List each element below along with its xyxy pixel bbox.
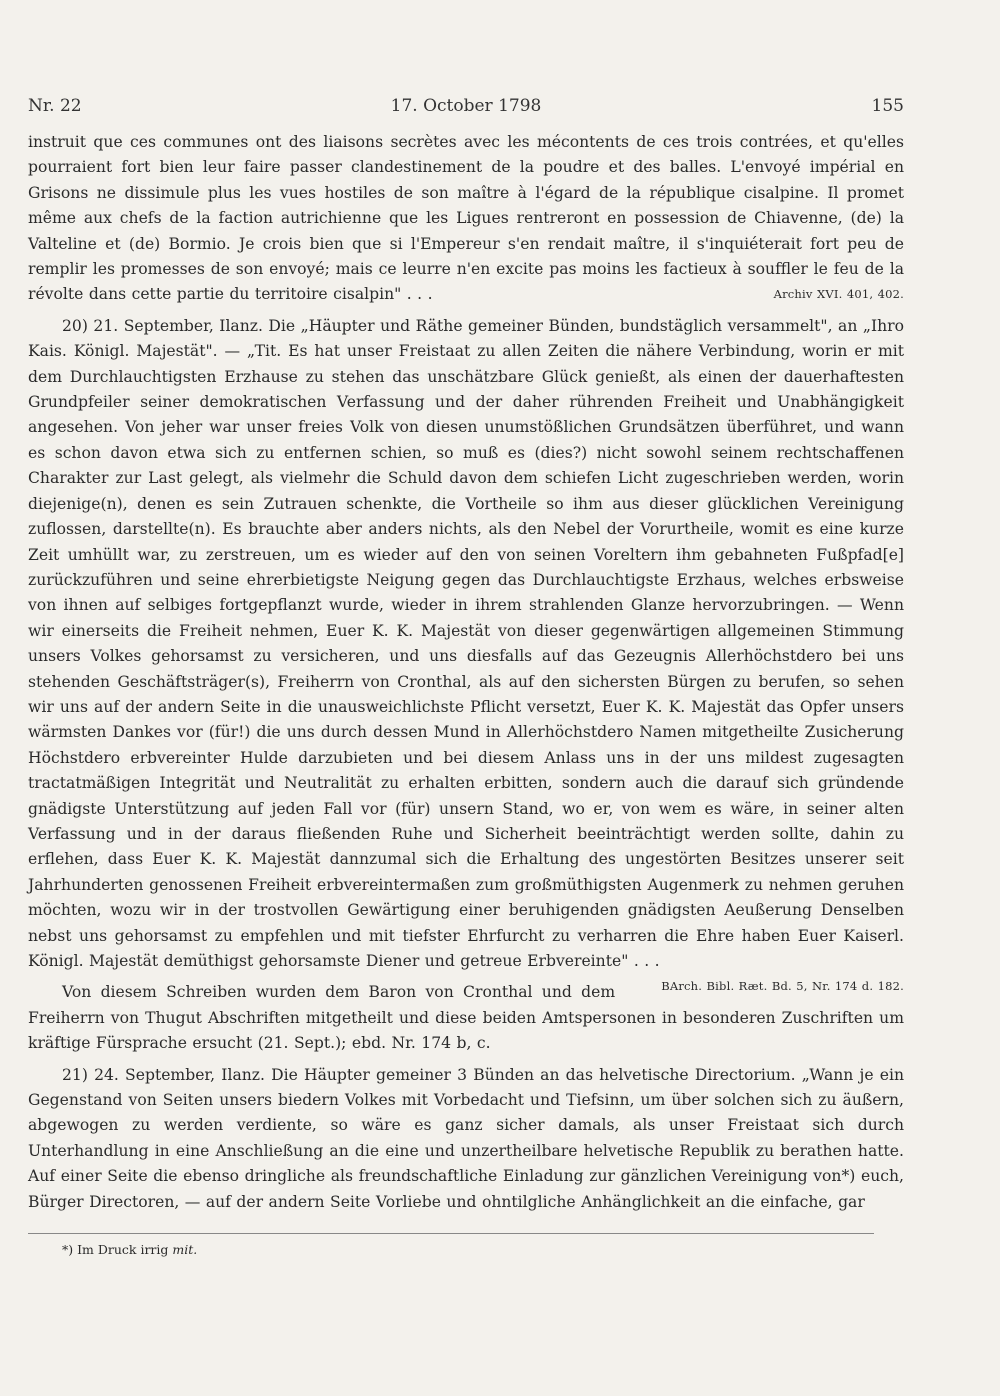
footnote-text: *) Im Druck irrig (62, 1242, 169, 1258)
header-date: 17. October 1798 (390, 96, 542, 116)
paragraph-text: 20) 21. September, Ilanz. Die „Häupter und Räthe gemeiner Bünden, bundstäglich versammelt", an „Ihro Kais. Königl. Majestät". — „Tit. Es hat unser Freistaat zu allen Zeiten die nähere Verbindung, worin er mit dem Durchlauchtigsten Erzhause zu stehen das unschätzbare Glück genießt, als einen der dauerhaftesten Grundpfeiler seiner demokratischen Verfassung und der daher rührenden Freiheit und Unabhängigkeit angesehen. Von jeher war unser freies Volk von diesen unumstößlichen Grundsätzen überführet, und wann es schon davon etwa sich zu entfernen schien, so muß es (dies?) nicht sowohl seinem rechtschaffenen Charakter zur Last gelegt, als vielmehr die Schuld davon dem schiefen Licht zugeschrieben werden, worin diejenige(n), denen es sein Zutrauen schenkte, die Vortheile so ihm aus dieser glücklichen Vereinigung zuflossen, darstellte(n). Es brauchte aber anders nichts, als den Nebel der Vorurtheile, womit es eine kurze Zeit umhüllt war, zu zerstreuen, um es wieder auf den von seinen Voreltern ihm gebahneten Fußpfad[e] zurückzuführen und seine ehrerbietigste Neigung gegen das Durchlauchtigste Erzhaus, welches erbsweise von ihnen auf selbiges fortgepflanzt wurde, wieder in ihrem strahlenden Glanze hervorzubringen. — Wenn wir einerseits die Freiheit nehmen, Euer K. K. Majestät von dieser gegenwärtigen allgemeinen Stimmung unsers Volkes gehorsamst zu versicheren, und uns diesfalls auf das Gezeugnis Allerhöchstdero bei uns stehenden Geschäftsträger(s), Freiherrn von Cronthal, als auf den sichersten Bürgen zu berufen, so sehen wir uns auf der andern Seite in die unausweichlichste Pflicht versetzt, Euer K. K. Majestät das Opfer unsers wärmsten Dankes vor (für!) die uns durch dessen Mund in Allerhöchstdero Namen mitgetheilte Zusicherung Höchstdero erbvereinter Hulde darzubieten und bei diesem Anlass uns in der uns mildest zugesagten tractatmäßigen Integrität und Neutralität zu erhalten erbitten, sondern auch die darauf sich gründende gnädigste Unterstützung auf jeden Fall vor (für) unsern Stand, wo er, von wem es wäre, in seiner alten Verfassung und in der daraus fließenden Ruhe und Sicherheit beeinträchtigt werden sollte, dahin zu erflehen, dass Euer K. K. Majestät dannzumal sich die Erhaltung des ungestörten Besitzes unserer seit Jahrhunderten genossenen Freiheit erbvereintermaßen zum großmüthigsten Augenmerk zu nehmen geruhen möchten, wozu wir in der trostvollen Gewärtigung einer beruhigenden gnädigsten Aeußerung Denselben nebst uns gehorsamst zu empfehlen und mit tiefster Ehrfurcht zu verharren die Ehre haben Euer Kaiserl. Königl. Majestät demüthigst gehorsamste Diener und getreue Erbvereinte" . . . (28, 316, 904, 970)
paragraph-text: 21) 24. September, Ilanz. Die Häupter gemeiner 3 Bünden an das helvetische Directorium. „Wann je ein Gegenstand von Seiten unsers biedern Volkes mit Vorbedacht und Tiefsinn, um über solchen sich zu äußern, abgewogen zu werden verdiente, so wäre es ganz sicher damals, als unser Freistaat sich durch Unterhandlung in eine Anschließung an die eine und unzertheilbare helvetische Republik zu berathen hatte. Auf einer Seite die ebenso dringliche als freundschaftliche Einladung zur gänzlichen Vereinigung von*) euch, Bürger Directoren, — auf der andern Seite Vorliebe und ohntilgliche Anhänglichkeit an die einfache, gar (28, 1065, 904, 1211)
running-header (28, 96, 904, 126)
paragraph-text: Von diesem Schreiben wurden dem Baron von Cronthal und dem Freiherrn von Thugut Abschriften mitgetheilt und diese beiden Amtspersonen in besonderen Zuschriften um kräftige Fürsprache ersucht (21. Sept.); ebd. Nr. 174 b, c. (28, 983, 904, 1053)
footnote-divider (28, 1233, 874, 1234)
main-text (28, 130, 904, 1215)
citation: Archiv XVI. 401, 402. (773, 287, 904, 302)
footnote (28, 1242, 904, 1257)
paragraph-entry-21 (28, 1063, 904, 1215)
page-number: 155 (871, 96, 904, 116)
paragraph-french-report (28, 130, 904, 308)
paragraph-text: instruit que ces communes ont des liaisons secrètes avec les mécontents de ces trois contrées, et qu'elles pourraient fort bien leur faire passer clandestinement de la poudre et des balles. L'envoyé impérial en Grisons ne dissimule plus les vues hostiles de son maître à l'égard de la république cisalpine. Il promet même aux chefs de la faction autrichienne que les Ligues rentreront en possession de Chiavenne, (de) la Valteline et (de) Bormio. Je crois bien que si l'Empereur s'en rendait maître, il s'inquiéterait fort peu de remplir les promesses de son envoyé; mais ce leurre n'en excite pas moins les factieux à souffler le feu de la révolte dans cette partie du territoire cisalpin" . . . (28, 133, 904, 304)
citation: BArch. Bibl. Ræt. Bd. 5, Nr. 174 d. 182. (661, 979, 904, 994)
issue-number: Nr. 22 (28, 96, 82, 116)
paragraph-entry-20 (28, 314, 904, 994)
footnote-word: mit. (172, 1242, 198, 1258)
document-page (28, 96, 904, 1257)
